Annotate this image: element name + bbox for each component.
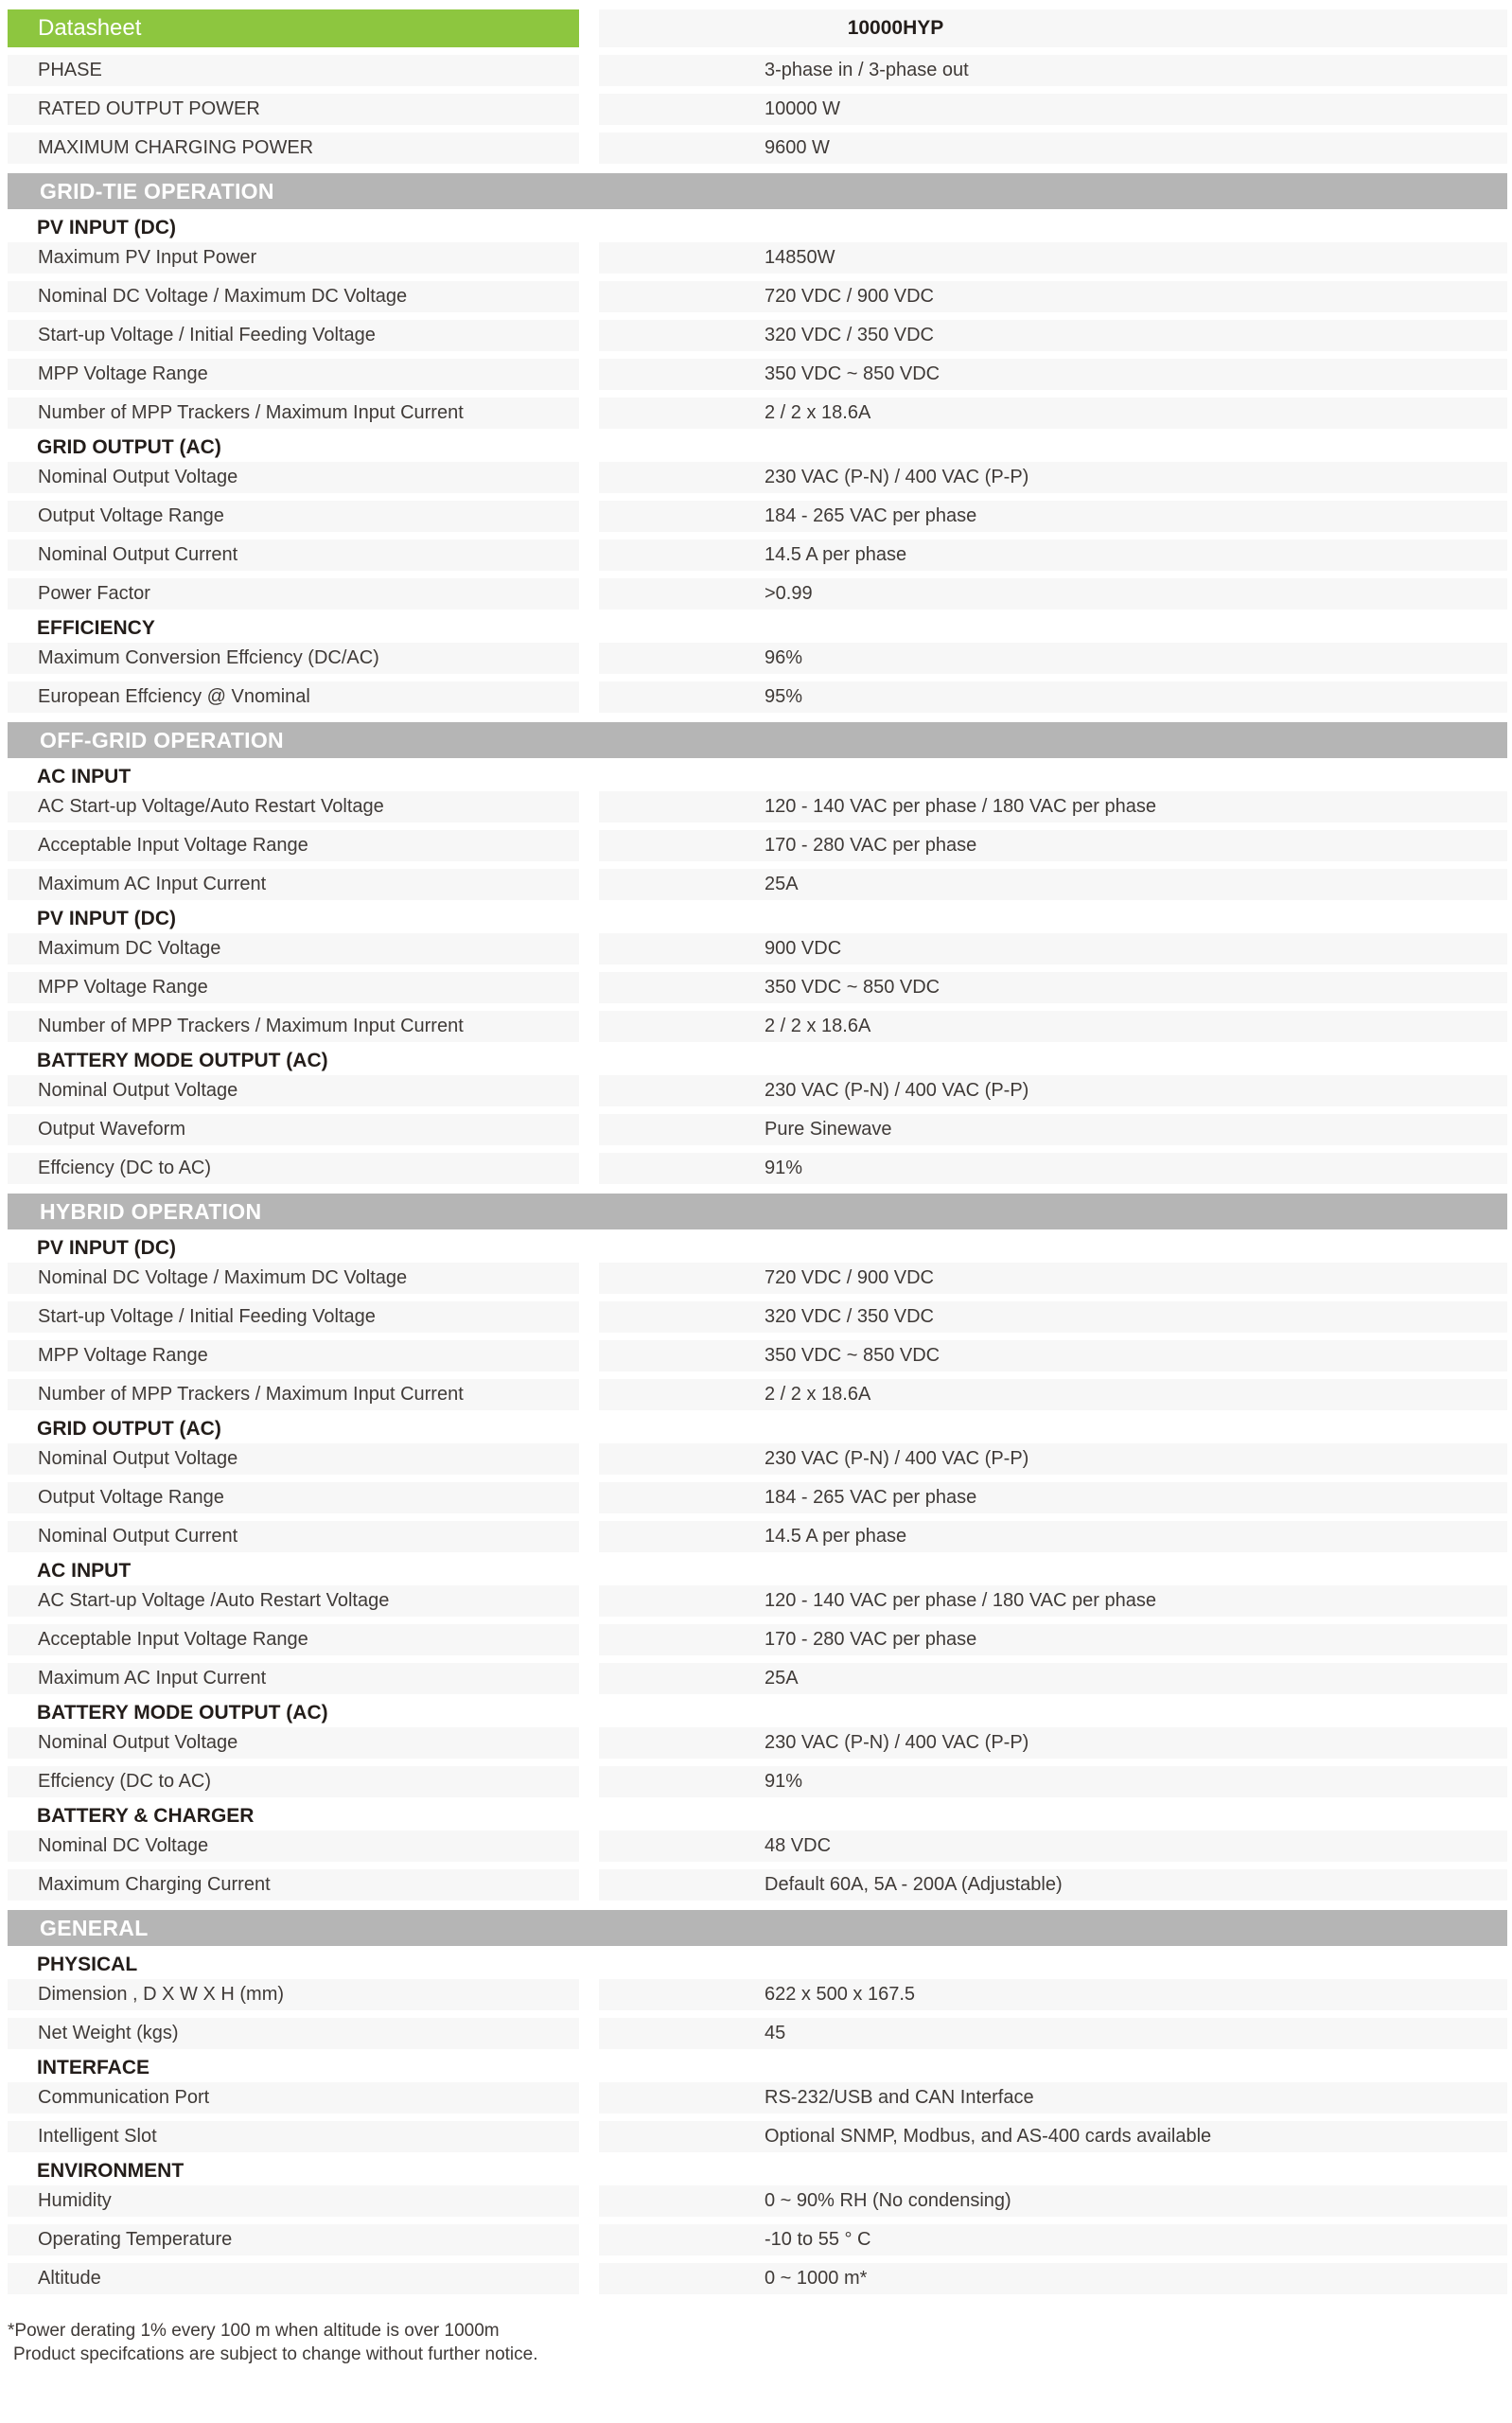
spec-label: Maximum AC Input Current <box>38 1668 267 1689</box>
subsection-rows <box>8 1979 1507 2049</box>
subsection-heading: ENVIRONMENT <box>37 2160 185 2182</box>
spec-label-cell <box>8 933 579 964</box>
spec-label: Output Voltage Range <box>38 1487 224 1508</box>
spec-value: 14.5 A per phase <box>765 544 907 565</box>
subsection-heading: BATTERY MODE OUTPUT (AC) <box>37 1702 328 1724</box>
spec-value: 10000 W <box>765 98 841 119</box>
subsection-heading: AC INPUT <box>37 766 132 787</box>
spec-value-cell <box>599 55 1507 86</box>
spec-value: -10 to 55 ° C <box>765 2229 871 2250</box>
section-band-title: HYBRID OPERATION <box>40 1198 262 1224</box>
section-band <box>8 173 1507 209</box>
spec-value-cell <box>599 1153 1507 1184</box>
spec-value-cell <box>599 462 1507 493</box>
spec-value: 91% <box>765 1158 803 1178</box>
spec-label-cell <box>8 398 579 429</box>
spec-value-cell <box>599 933 1507 964</box>
spec-value-cell <box>599 1075 1507 1106</box>
datasheet-title: Datasheet <box>38 15 142 41</box>
spec-label-cell <box>8 1011 579 1042</box>
spec-value-cell <box>599 2224 1507 2255</box>
spec-value-cell <box>599 1979 1507 2010</box>
spec-value-cell <box>599 1624 1507 1655</box>
spec-row <box>8 2018 1507 2049</box>
spec-label: AC Start-up Voltage /Auto Restart Voltage <box>38 1590 390 1611</box>
spec-value: 96% <box>765 647 803 668</box>
spec-value-cell <box>599 359 1507 390</box>
spec-label: RATED OUTPUT POWER <box>38 98 260 119</box>
subsection <box>8 1560 1507 1694</box>
footnote: *Power derating 1% every 100 m when altitude is over 1000m <box>8 2321 500 2341</box>
spec-label: Humidity <box>38 2190 112 2211</box>
spec-label: Start-up Voltage / Initial Feeding Voltage <box>38 1306 376 1327</box>
subsection <box>8 2160 1507 2294</box>
subsection-rows <box>8 643 1507 713</box>
spec-row <box>8 320 1507 351</box>
subsection <box>8 617 1507 713</box>
spec-value-cell <box>599 2263 1507 2294</box>
spec-label-cell <box>8 869 579 900</box>
spec-value-cell <box>599 2121 1507 2152</box>
spec-row <box>8 1379 1507 1410</box>
section-band <box>8 1194 1507 1229</box>
spec-value: 14.5 A per phase <box>765 1526 907 1547</box>
spec-value: 0 ~ 1000 m* <box>765 2268 868 2289</box>
section <box>8 173 1507 713</box>
spec-value: 25A <box>765 874 799 894</box>
spec-row <box>8 94 1507 125</box>
spec-value-cell <box>599 2082 1507 2113</box>
subsection-heading: EFFICIENCY <box>37 617 155 639</box>
spec-value: 720 VDC / 900 VDC <box>765 286 934 307</box>
spec-label: Nominal DC Voltage <box>38 1835 209 1856</box>
section-band-title: GRID-TIE OPERATION <box>40 178 274 203</box>
subsection-rows <box>8 1263 1507 1410</box>
sections <box>8 173 1507 2294</box>
section-band-title: GENERAL <box>40 1915 149 1940</box>
spec-label-cell <box>8 133 579 164</box>
spec-value-cell <box>599 1340 1507 1371</box>
spec-row <box>8 1075 1507 1106</box>
spec-row <box>8 1727 1507 1759</box>
spec-label-cell <box>8 2185 579 2217</box>
section-body <box>8 766 1507 1184</box>
spec-row <box>8 501 1507 532</box>
spec-value: 25A <box>765 1668 799 1689</box>
spec-value: 95% <box>765 686 803 707</box>
subsection-rows <box>8 1585 1507 1694</box>
spec-label-cell <box>8 1114 579 1145</box>
spec-label: Communication Port <box>38 2087 210 2108</box>
spec-value-cell <box>599 398 1507 429</box>
spec-label: Effciency (DC to AC) <box>38 1771 212 1792</box>
spec-value: 320 VDC / 350 VDC <box>765 1306 934 1327</box>
spec-label: Maximum AC Input Current <box>38 874 267 894</box>
spec-label: MPP Voltage Range <box>38 1345 208 1366</box>
spec-label-cell <box>8 1379 579 1410</box>
subsection-rows <box>8 791 1507 900</box>
subsection-rows <box>8 933 1507 1042</box>
spec-value-cell <box>599 1011 1507 1042</box>
spec-label: Start-up Voltage / Initial Feeding Voltage <box>38 325 376 345</box>
spec-label-cell <box>8 281 579 312</box>
spec-label-cell <box>8 359 579 390</box>
spec-label-cell <box>8 1979 579 2010</box>
spec-value-cell <box>599 133 1507 164</box>
spec-value: RS-232/USB and CAN Interface <box>765 2087 1034 2108</box>
spec-label: Maximum Charging Current <box>38 1874 271 1895</box>
spec-label-cell <box>8 1301 579 1333</box>
spec-value: 320 VDC / 350 VDC <box>765 325 934 345</box>
spec-value: 184 - 265 VAC per phase <box>765 505 977 526</box>
subsection <box>8 1954 1507 2049</box>
spec-value-cell <box>599 1831 1507 1862</box>
spec-value-cell <box>599 1301 1507 1333</box>
subsection <box>8 436 1507 610</box>
spec-value: 3-phase in / 3-phase out <box>765 60 969 80</box>
spec-value: 350 VDC ~ 850 VDC <box>765 977 941 998</box>
spec-value-cell <box>599 681 1507 713</box>
subsection-rows <box>8 2185 1507 2294</box>
spec-row <box>8 1443 1507 1475</box>
section-band <box>8 1910 1507 1946</box>
spec-value-cell <box>599 2018 1507 2049</box>
model-cell <box>599 9 1507 47</box>
model-name: 10000HYP <box>847 17 944 39</box>
spec-label: Output Waveform <box>38 1119 185 1140</box>
spec-row <box>8 539 1507 571</box>
spec-label: MPP Voltage Range <box>38 363 208 384</box>
section-body <box>8 1237 1507 1901</box>
subsection <box>8 1237 1507 1410</box>
spec-label: Net Weight (kgs) <box>38 2023 179 2043</box>
spec-value: 91% <box>765 1771 803 1792</box>
spec-value-cell <box>599 539 1507 571</box>
spec-row <box>8 1979 1507 2010</box>
spec-label: MPP Voltage Range <box>38 977 208 998</box>
spec-value-cell <box>599 1585 1507 1617</box>
spec-label-cell <box>8 242 579 274</box>
subsection <box>8 1702 1507 1797</box>
spec-value-cell <box>599 1114 1507 1145</box>
spec-label: Acceptable Input Voltage Range <box>38 835 308 856</box>
subsection-rows <box>8 1075 1507 1184</box>
spec-value: 230 VAC (P-N) / 400 VAC (P-P) <box>765 1080 1029 1101</box>
subsection-heading: AC INPUT <box>37 1560 132 1582</box>
spec-value: 45 <box>765 2023 786 2043</box>
spec-label-cell <box>8 972 579 1003</box>
spec-label: Maximum Conversion Effciency (DC/AC) <box>38 647 379 668</box>
spec-label-cell <box>8 1263 579 1294</box>
spec-row <box>8 1663 1507 1694</box>
spec-value-cell <box>599 242 1507 274</box>
subsection-heading: BATTERY & CHARGER <box>37 1805 255 1827</box>
spec-value-cell <box>599 1443 1507 1475</box>
subsection-rows <box>8 1831 1507 1901</box>
spec-label-cell <box>8 1153 579 1184</box>
footnotes <box>8 2319 1507 2366</box>
spec-row <box>8 2224 1507 2255</box>
subsection-heading: INTERFACE <box>37 2057 150 2078</box>
spec-row <box>8 359 1507 390</box>
subsection-rows <box>8 1443 1507 1552</box>
spec-value: 900 VDC <box>765 938 842 959</box>
spec-label: Nominal DC Voltage / Maximum DC Voltage <box>38 1267 408 1288</box>
spec-row <box>8 1153 1507 1184</box>
spec-label: Maximum DC Voltage <box>38 938 221 959</box>
spec-label: Number of MPP Trackers / Maximum Input Current <box>38 1016 464 1036</box>
spec-value-cell <box>599 830 1507 861</box>
spec-value: 350 VDC ~ 850 VDC <box>765 1345 941 1366</box>
spec-row <box>8 1114 1507 1145</box>
spec-label-cell <box>8 2121 579 2152</box>
spec-label-cell <box>8 1831 579 1862</box>
spec-label-cell <box>8 501 579 532</box>
subsection-heading: GRID OUTPUT (AC) <box>37 1418 221 1440</box>
spec-value: 0 ~ 90% RH (No condensing) <box>765 2190 1011 2211</box>
spec-row <box>8 1831 1507 1862</box>
spec-value: 2 / 2 x 18.6A <box>765 1384 871 1405</box>
spec-label-cell <box>8 1585 579 1617</box>
spec-value-cell <box>599 1869 1507 1901</box>
spec-value: Pure Sinewave <box>765 1119 892 1140</box>
subsection <box>8 2057 1507 2152</box>
spec-value-cell <box>599 2185 1507 2217</box>
spec-value-cell <box>599 1727 1507 1759</box>
spec-row <box>8 643 1507 674</box>
spec-value: 14850W <box>765 247 835 268</box>
subsection-heading: PV INPUT (DC) <box>37 217 176 239</box>
spec-row <box>8 1585 1507 1617</box>
spec-row <box>8 1263 1507 1294</box>
spec-value: Default 60A, 5A - 200A (Adjustable) <box>765 1874 1063 1895</box>
spec-row <box>8 1011 1507 1042</box>
spec-value-cell <box>599 972 1507 1003</box>
datasheet-page <box>8 9 1507 2366</box>
subsection-heading: PV INPUT (DC) <box>37 908 176 929</box>
spec-row <box>8 398 1507 429</box>
datasheet-title-cell <box>8 9 579 47</box>
spec-label-cell <box>8 578 579 610</box>
spec-label-cell <box>8 1727 579 1759</box>
spec-label: Nominal Output Voltage <box>38 467 238 487</box>
spec-row <box>8 681 1507 713</box>
spec-label-cell <box>8 1624 579 1655</box>
spec-label-cell <box>8 1340 579 1371</box>
spec-label: European Effciency @ Vnominal <box>38 686 310 707</box>
spec-label: AC Start-up Voltage/Auto Restart Voltage <box>38 796 384 817</box>
spec-row <box>8 830 1507 861</box>
section <box>8 722 1507 1184</box>
spec-label-cell <box>8 681 579 713</box>
spec-value-cell <box>599 1482 1507 1513</box>
subsection-rows <box>8 2082 1507 2152</box>
spec-label-cell <box>8 2263 579 2294</box>
spec-label-cell <box>8 462 579 493</box>
spec-label: Nominal Output Current <box>38 544 238 565</box>
spec-value-cell <box>599 643 1507 674</box>
spec-label: Number of MPP Trackers / Maximum Input Current <box>38 402 464 423</box>
spec-value-cell <box>599 320 1507 351</box>
spec-value: 230 VAC (P-N) / 400 VAC (P-P) <box>765 1448 1029 1469</box>
spec-label: Nominal DC Voltage / Maximum DC Voltage <box>38 286 408 307</box>
spec-value-cell <box>599 1263 1507 1294</box>
top-rows <box>8 55 1507 164</box>
spec-row <box>8 2263 1507 2294</box>
spec-row <box>8 242 1507 274</box>
spec-value: >0.99 <box>765 583 813 604</box>
spec-label: Nominal Output Voltage <box>38 1080 238 1101</box>
section <box>8 1194 1507 1901</box>
spec-row <box>8 1766 1507 1797</box>
spec-label: Maximum PV Input Power <box>38 247 257 268</box>
spec-row <box>8 1301 1507 1333</box>
spec-label: MAXIMUM CHARGING POWER <box>38 137 314 158</box>
section-band-title: OFF-GRID OPERATION <box>40 727 284 752</box>
subsection-rows <box>8 1727 1507 1797</box>
spec-label-cell <box>8 539 579 571</box>
section <box>8 1910 1507 2294</box>
subsection <box>8 217 1507 429</box>
spec-row <box>8 578 1507 610</box>
spec-row <box>8 869 1507 900</box>
subsection-heading: PHYSICAL <box>37 1954 138 1975</box>
spec-label-cell <box>8 1443 579 1475</box>
spec-value: 2 / 2 x 18.6A <box>765 402 871 423</box>
spec-row <box>8 281 1507 312</box>
spec-value-cell <box>599 1521 1507 1552</box>
spec-label-cell <box>8 1766 579 1797</box>
spec-label: Power Factor <box>38 583 150 604</box>
spec-value: 350 VDC ~ 850 VDC <box>765 363 941 384</box>
spec-value-cell <box>599 501 1507 532</box>
spec-value-cell <box>599 578 1507 610</box>
spec-row <box>8 2185 1507 2217</box>
spec-label-cell <box>8 1663 579 1694</box>
spec-label: Nominal Output Voltage <box>38 1732 238 1753</box>
spec-row <box>8 55 1507 86</box>
spec-value: 9600 W <box>765 137 830 158</box>
subsection-heading: PV INPUT (DC) <box>37 1237 176 1259</box>
section-body <box>8 217 1507 713</box>
spec-label-cell <box>8 2224 579 2255</box>
spec-label: Altitude <box>38 2268 101 2289</box>
spec-label: Acceptable Input Voltage Range <box>38 1629 308 1650</box>
spec-value: 230 VAC (P-N) / 400 VAC (P-P) <box>765 467 1029 487</box>
spec-value-cell <box>599 869 1507 900</box>
spec-label: Operating Temperature <box>38 2229 233 2250</box>
spec-label-cell <box>8 320 579 351</box>
spec-value: 120 - 140 VAC per phase / 180 VAC per phase <box>765 796 1156 817</box>
subsection <box>8 1805 1507 1901</box>
spec-value: 720 VDC / 900 VDC <box>765 1267 934 1288</box>
subsection-heading: BATTERY MODE OUTPUT (AC) <box>37 1050 328 1071</box>
subsection <box>8 1418 1507 1552</box>
spec-value: 120 - 140 VAC per phase / 180 VAC per phase <box>765 1590 1156 1611</box>
spec-value: 170 - 280 VAC per phase <box>765 835 977 856</box>
spec-row <box>8 133 1507 164</box>
spec-label: Dimension , D X W X H (mm) <box>38 1984 285 2005</box>
spec-label: Effciency (DC to AC) <box>38 1158 212 1178</box>
spec-label-cell <box>8 1521 579 1552</box>
spec-value: 184 - 265 VAC per phase <box>765 1487 977 1508</box>
spec-value: 2 / 2 x 18.6A <box>765 1016 871 1036</box>
spec-label-cell <box>8 2018 579 2049</box>
spec-value-cell <box>599 1663 1507 1694</box>
spec-label-cell <box>8 1075 579 1106</box>
spec-value: 170 - 280 VAC per phase <box>765 1629 977 1650</box>
spec-label: Nominal Output Current <box>38 1526 238 1547</box>
datasheet-header-row <box>8 9 1507 47</box>
subsection <box>8 908 1507 1042</box>
spec-row <box>8 933 1507 964</box>
spec-label: PHASE <box>38 60 102 80</box>
spec-row <box>8 2121 1507 2152</box>
spec-value: 48 VDC <box>765 1835 832 1856</box>
spec-label-cell <box>8 791 579 822</box>
spec-row <box>8 1869 1507 1901</box>
spec-label-cell <box>8 94 579 125</box>
spec-label-cell <box>8 2082 579 2113</box>
section-band <box>8 722 1507 758</box>
spec-label-cell <box>8 830 579 861</box>
spec-value-cell <box>599 791 1507 822</box>
subsection-rows <box>8 242 1507 429</box>
spec-value-cell <box>599 94 1507 125</box>
spec-label-cell <box>8 1482 579 1513</box>
subsection-heading: GRID OUTPUT (AC) <box>37 436 221 458</box>
spec-label-cell <box>8 1869 579 1901</box>
spec-row <box>8 791 1507 822</box>
spec-value: 622 x 500 x 167.5 <box>765 1984 916 2005</box>
subsection-rows <box>8 462 1507 610</box>
spec-label: Nominal Output Voltage <box>38 1448 238 1469</box>
spec-label: Number of MPP Trackers / Maximum Input Current <box>38 1384 464 1405</box>
spec-row <box>8 2082 1507 2113</box>
spec-label: Output Voltage Range <box>38 505 224 526</box>
footnote: Product specifcations are subject to change without further notice. <box>13 2344 538 2364</box>
spec-label-cell <box>8 643 579 674</box>
section-body <box>8 1954 1507 2294</box>
subsection <box>8 766 1507 900</box>
spec-value-cell <box>599 1766 1507 1797</box>
spec-value: 230 VAC (P-N) / 400 VAC (P-P) <box>765 1732 1029 1753</box>
spec-row <box>8 1482 1507 1513</box>
spec-value-cell <box>599 281 1507 312</box>
spec-label-cell <box>8 55 579 86</box>
spec-value: Optional SNMP, Modbus, and AS-400 cards available <box>765 2126 1212 2147</box>
spec-row <box>8 462 1507 493</box>
spec-row <box>8 1340 1507 1371</box>
spec-label: Intelligent Slot <box>38 2126 157 2147</box>
spec-row <box>8 972 1507 1003</box>
subsection <box>8 1050 1507 1184</box>
spec-row <box>8 1521 1507 1552</box>
spec-row <box>8 1624 1507 1655</box>
spec-value-cell <box>599 1379 1507 1410</box>
